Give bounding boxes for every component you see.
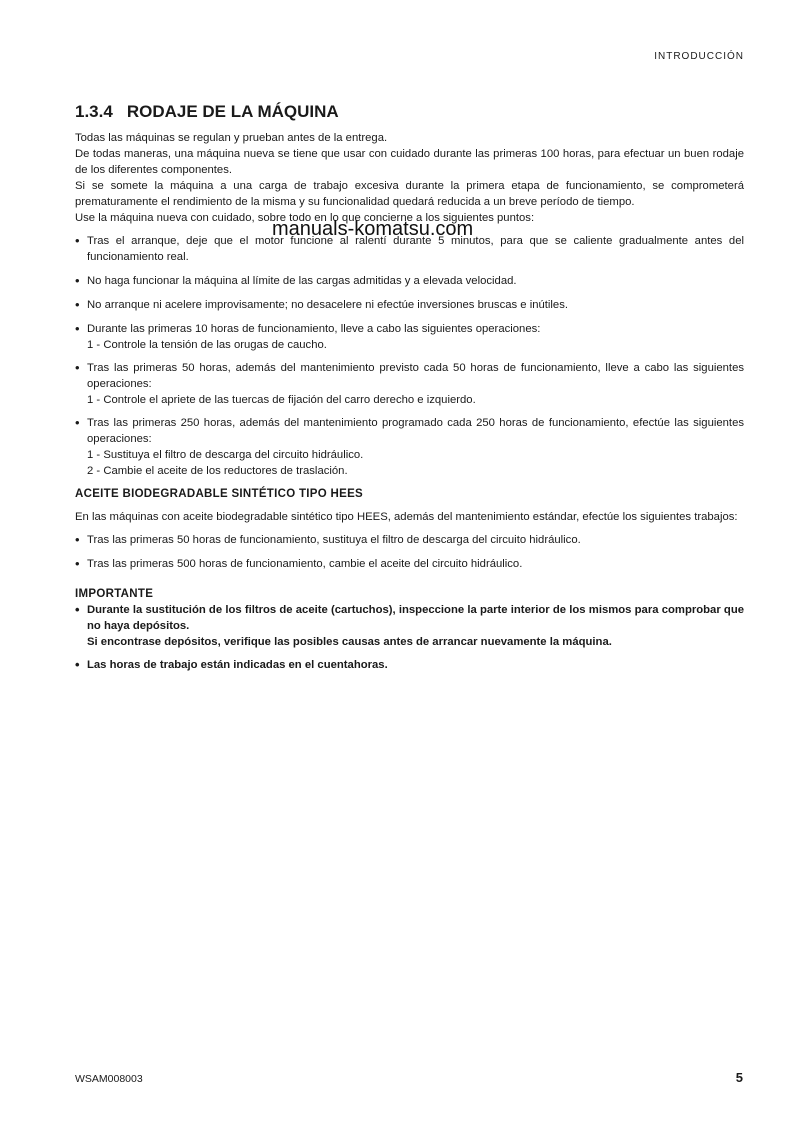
list-item — [75, 360, 744, 408]
page-number: 5 — [735, 1070, 743, 1085]
list-item-text: Tras las primeras 250 horas, además del mantenimiento programado cada 250 horas de funcionamiento, efectúe las siguientes operaciones: — [87, 417, 744, 445]
list-item — [75, 415, 744, 479]
hees-heading: ACEITE BIODEGRADABLE SINTÉTICO TIPO HEES — [75, 488, 364, 500]
intro-paragraph: Todas las máquinas se regulan y prueban antes de la entrega. — [75, 132, 388, 144]
list-item-text: Tras las primeras 50 horas, además del mantenimiento previsto cada 50 horas de funcionamiento, lleve a cabo las siguientes operaciones: — [87, 362, 744, 390]
watermark: manuals-komatsu.com — [272, 218, 474, 240]
important-sub-text: Si encontrase depósitos, verifique las posibles causas antes de arrancar nuevamente la máquina. — [87, 636, 612, 648]
list-sub-item: 1 - Sustituya el filtro de descarga del circuito hidráulico. — [87, 449, 364, 461]
list-sub-item: 1 - Controle el apriete de las tuercas de fijación del carro derecho e izquierdo. — [87, 394, 476, 406]
important-item — [75, 657, 744, 673]
list-item — [75, 321, 744, 353]
list-item-text: No arranque ni acelere improvisamente; no desacelere ni efectúe inversiones bruscas e inútiles. — [87, 299, 569, 311]
intro-paragraph: De todas maneras, una máquina nueva se tiene que usar con cuidado durante las primeras 100 horas, para efectuar un buen rodaje de los diferentes componentes. — [75, 148, 744, 176]
section-title: RODAJE DE LA MÁQUINA — [126, 102, 339, 121]
section-number: 1.3.4 — [75, 102, 113, 121]
list-item — [75, 273, 744, 289]
body-text — [75, 130, 744, 673]
document-code: WSAM008003 — [75, 1073, 143, 1085]
intro-paragraph: Si se somete la máquina a una carga de trabajo excesiva durante la primera etapa de funcionamiento, se comprometerá prematuramente el rendimiento de la misma y su funcionalidad quedará reducida a un breve período de tiempo. — [75, 180, 744, 208]
section-header: INTRODUCCIÓN — [654, 51, 744, 62]
list-item-text: No haga funcionar la máquina al límite de las cargas admitidas y a elevada velocidad. — [87, 275, 517, 287]
important-heading: IMPORTANTE — [75, 588, 154, 600]
list-item-text: Tras el arranque, deje que el motor funcione al ralentí durante 5 minutos, para que se caliente gradualmente antes del funcionamiento real. — [87, 235, 744, 263]
list-item-text: Tras las primeras 500 horas de funcionamiento, cambie el aceite del circuito hidráulico. — [87, 558, 523, 570]
important-item-text: Durante la sustitución de los filtros de aceite (cartuchos), inspeccione la parte interior de los mismos para comprobar que no haya depósitos. — [87, 604, 744, 632]
important-item-text: Las horas de trabajo están indicadas en el cuentahoras. — [87, 659, 388, 671]
list-sub-item: 2 - Cambie el aceite de los reductores de traslación. — [87, 465, 348, 477]
intro-paragraph: Use la máquina nueva con cuidado, sobre todo en lo que concierne a los siguientes puntos: — [75, 212, 535, 224]
list-item — [75, 297, 744, 313]
list-item — [75, 556, 744, 572]
list-item — [75, 532, 744, 548]
list-item-text: Tras las primeras 50 horas de funcionamiento, sustituya el filtro de descarga del circuito hidráulico. — [87, 534, 581, 546]
page-title — [75, 102, 339, 122]
list-sub-item: 1 - Controle la tensión de las orugas de caucho. — [87, 339, 327, 351]
list-item-text: Durante las primeras 10 horas de funcionamiento, lleve a cabo las siguientes operaciones: — [87, 323, 541, 335]
hees-intro: En las máquinas con aceite biodegradable sintético tipo HEES, además del mantenimiento estándar, efectúe los siguientes trabajos: — [75, 511, 738, 523]
important-item — [75, 602, 744, 650]
